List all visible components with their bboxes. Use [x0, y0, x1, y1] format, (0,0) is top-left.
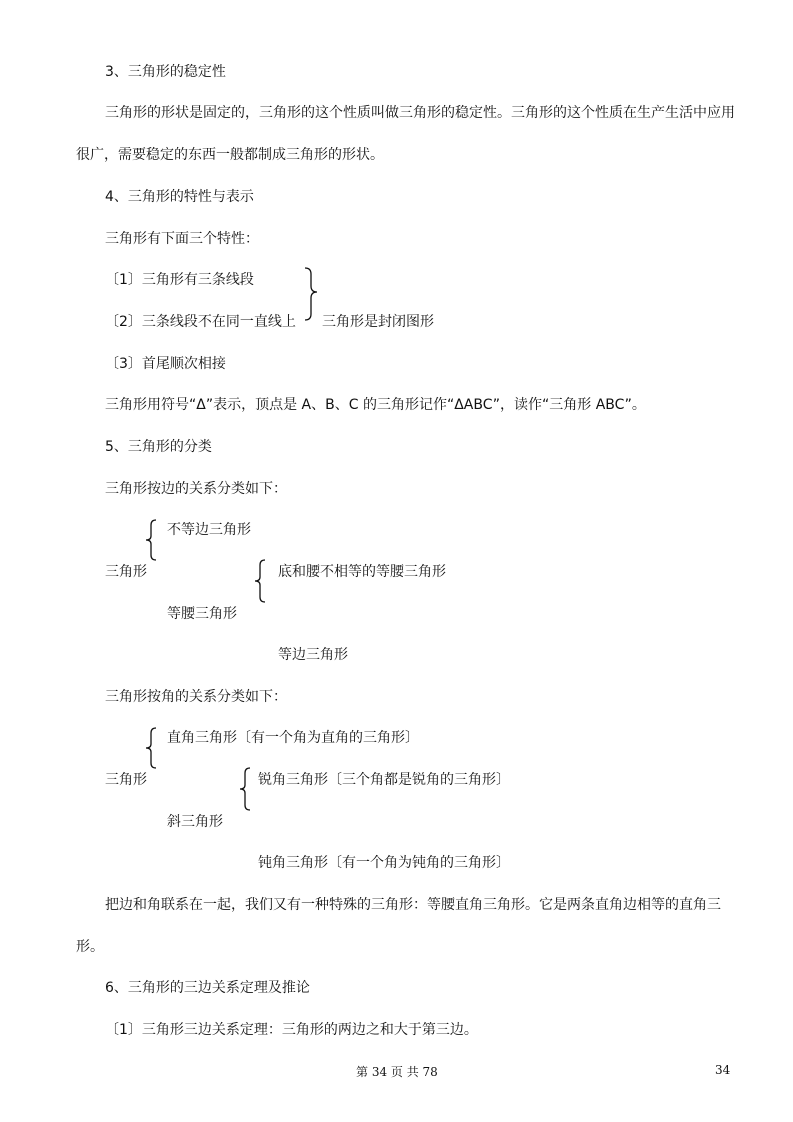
property-conclusion: 三角形是封闭图形: [322, 314, 434, 330]
isosceles-triangle: 等腰三角形: [167, 606, 237, 622]
property-item-3: 〔3〕首尾顺次相接: [105, 356, 226, 372]
classify-by-angle-intro: 三角形按角的关系分类如下：: [105, 689, 287, 705]
by-angle-brace-left: [144, 726, 160, 770]
special-triangle-line2: 形。: [76, 939, 104, 955]
section-4-heading: 4、三角形的特性与表示: [105, 189, 254, 205]
by-side-root: 三角形: [105, 564, 147, 580]
section-3-paragraph-line2: 很广，需要稳定的东西一般都制成三角形的形状。: [76, 147, 384, 163]
special-triangle-line1: 把边和角联系在一起，我们又有一种特殊的三角形：等腰直角三角形。它是两条直角边相等的直角三: [105, 897, 721, 913]
section-6-heading: 6、三角形的三边关系定理及推论: [105, 980, 310, 996]
classify-by-side-intro: 三角形按边的关系分类如下：: [105, 481, 287, 497]
property-item-1: 〔1〕三角形有三条线段: [105, 272, 254, 288]
property-item-2: 〔2〕三条线段不在同一直线上: [105, 314, 296, 330]
section-4-intro: 三角形有下面三个特性：: [105, 231, 259, 247]
section-5-heading: 5、三角形的分类: [105, 439, 212, 455]
section-3-paragraph-line1: 三角形的形状是固定的，三角形的这个性质叫做三角形的稳定性。三角形的这个性质在生产生活中应用: [105, 105, 735, 121]
by-angle-brace-inner: [238, 766, 254, 812]
oblique-triangle: 斜三角形: [167, 814, 223, 830]
by-angle-root: 三角形: [105, 772, 147, 788]
notation-sentence: 三角形用符号“Δ”表示，顶点是 A、B、C 的三角形记作“ΔABC”，读作“三角形 ABC”。: [105, 397, 646, 413]
theorem-item-1: 〔1〕三角形三边关系定理：三角形的两边之和大于第三边。: [105, 1022, 478, 1038]
isosceles-non-equal: 底和腰不相等的等腰三角形: [278, 564, 446, 580]
by-side-brace-left: [144, 518, 160, 562]
footer-page-info: 第 34 页 共 78: [356, 1065, 438, 1079]
acute-triangle: 锐角三角形〔三个角都是锐角的三角形〕: [258, 772, 510, 788]
by-side-brace-inner: [253, 558, 269, 604]
footer-page-number: 34: [715, 1063, 731, 1077]
equilateral-triangle: 等边三角形: [278, 647, 348, 663]
section-3-heading: 3、三角形的稳定性: [105, 64, 226, 80]
obtuse-triangle: 钝角三角形〔有一个角为钝角的三角形〕: [258, 855, 510, 871]
scalene-triangle: 不等边三角形: [167, 522, 251, 538]
property-brace: [299, 266, 321, 326]
right-triangle: 直角三角形〔有一个角为直角的三角形〕: [167, 730, 419, 746]
